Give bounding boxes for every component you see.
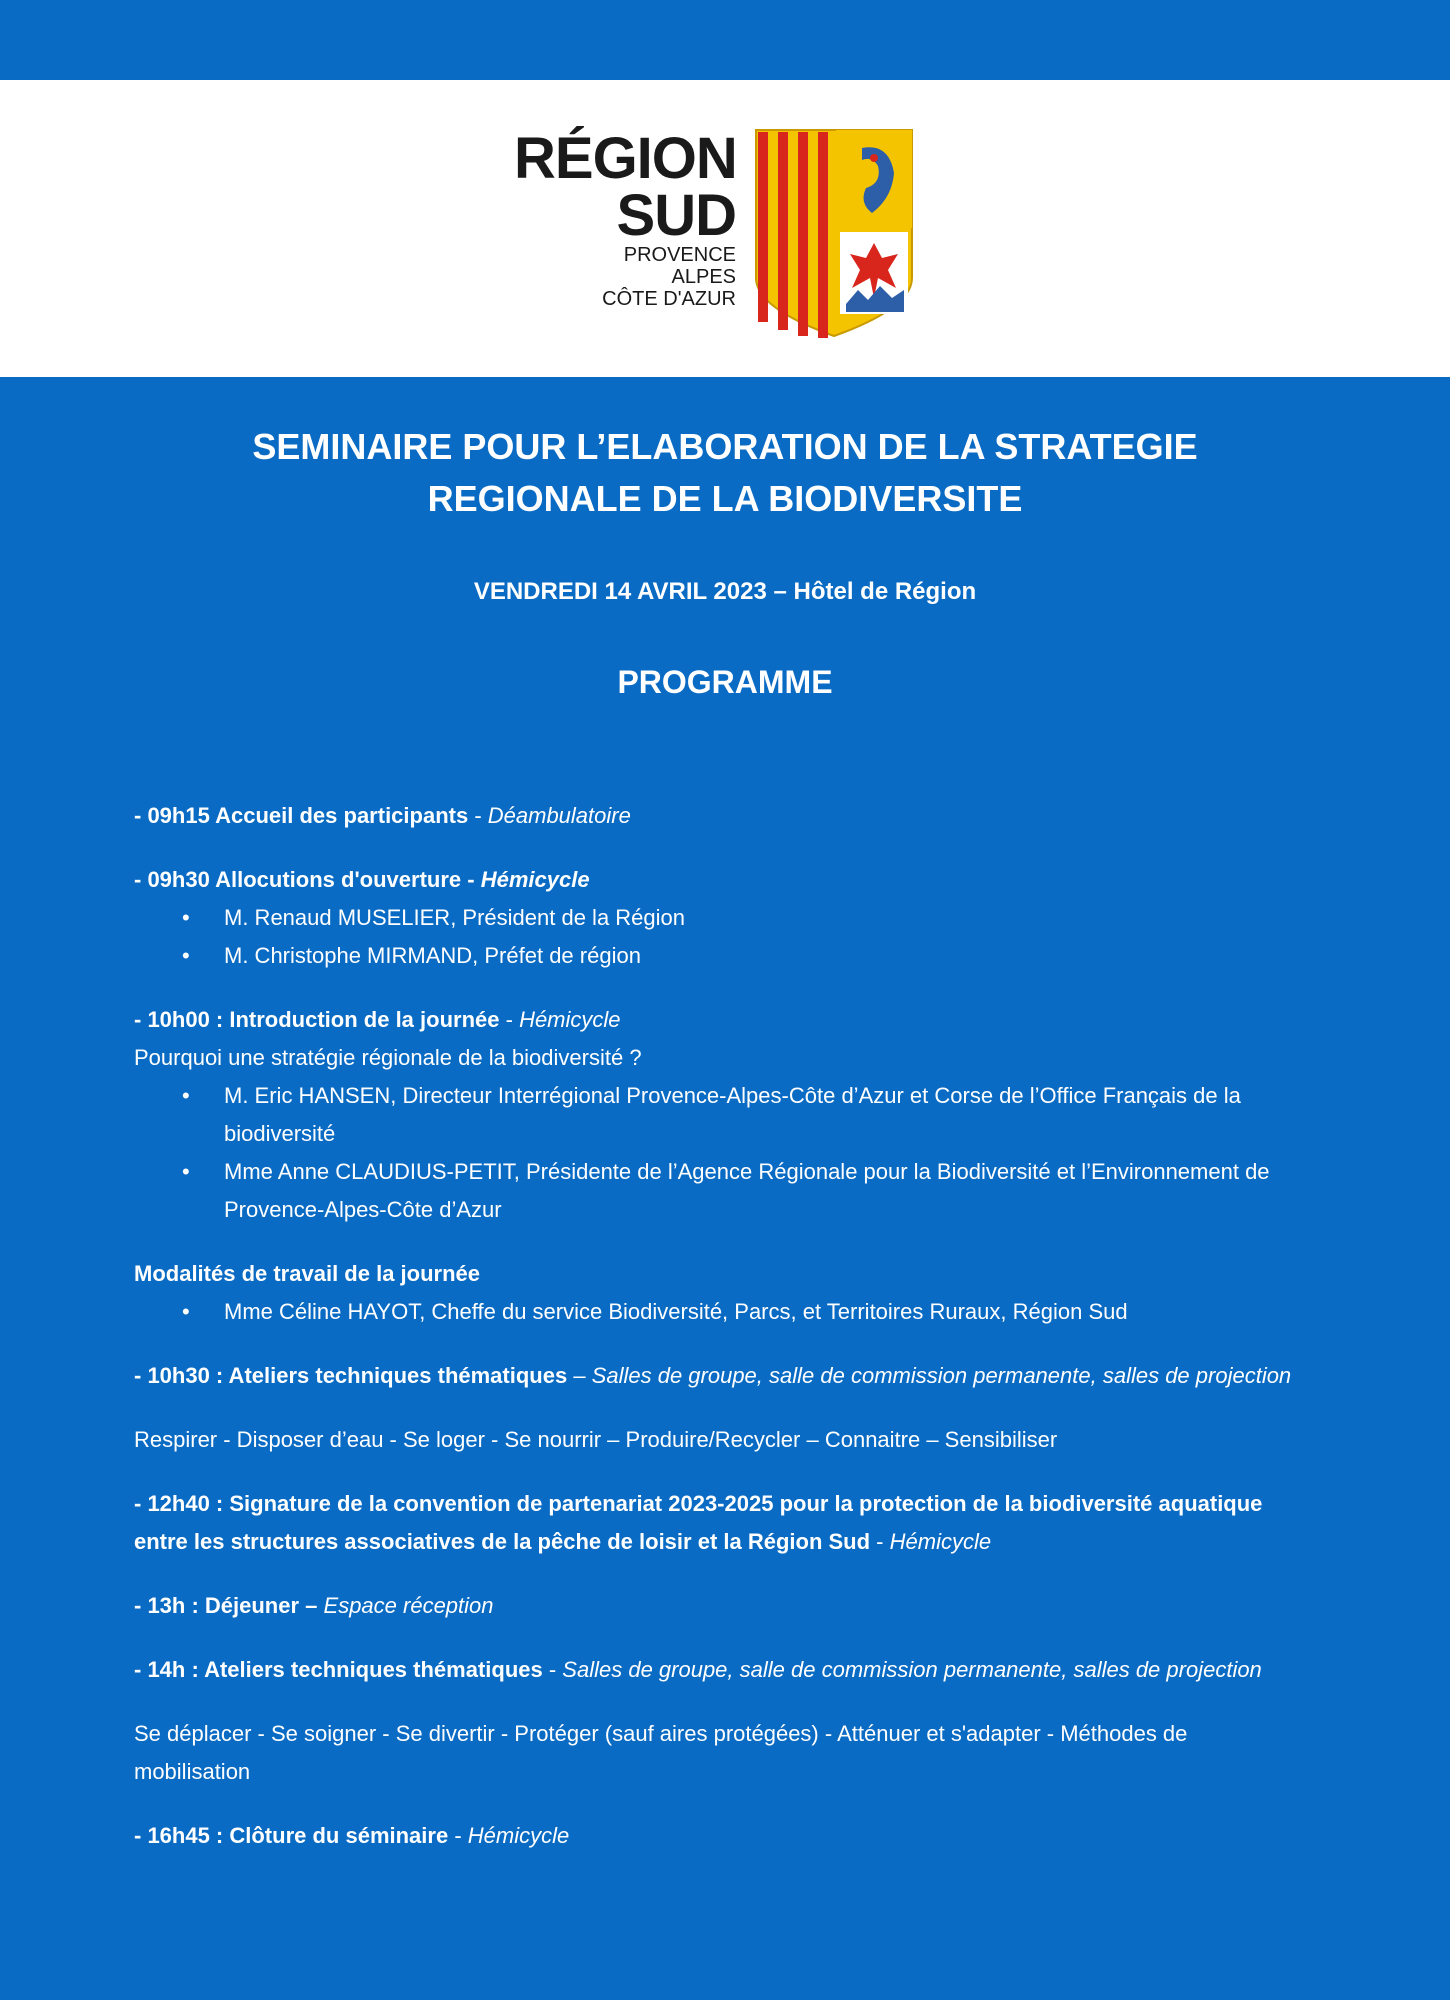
- workshop-themes: Se déplacer - Se soigner - Se divertir - Protéger (sauf aires protégées) - Atténuer et s'adapter - Méthodes de mobilisation: [134, 1721, 1188, 1784]
- speaker-item: • Mme Céline HAYOT, Cheffe du service Biodiversité, Parcs, et Territoires Ruraux, Région Sud: [224, 1293, 1304, 1331]
- agenda-separator: –: [567, 1363, 592, 1388]
- agenda-item-place: Espace réception: [323, 1593, 494, 1618]
- logo-alpes: ALPES: [671, 266, 736, 288]
- speaker-item: • M. Christophe MIRMAND, Préfet de région: [224, 937, 1304, 975]
- agenda-item-title: - 09h30 Allocutions d'ouverture: [134, 867, 462, 892]
- agenda-themes-afternoon: [134, 1715, 1304, 1791]
- agenda-item-title: - 12h40 : Signature de la convention de partenariat 2023-2025 pour la protection de la biodiversité aquatique entre les structures associatives de la pêche de loisir et la Région Sud: [134, 1491, 1263, 1554]
- agenda-item-title: - 10h30 : Ateliers techniques thématiques: [134, 1363, 568, 1388]
- agenda-item-title: - 10h00 : Introduction de la journée: [134, 1007, 500, 1032]
- agenda-item-1400: [134, 1651, 1304, 1689]
- agenda-item-title: Modalités de travail de la journée: [134, 1261, 480, 1286]
- agenda-item-title: - 14h : Ateliers techniques thématiques: [134, 1657, 543, 1682]
- agenda-item-0915: [134, 797, 1304, 835]
- title-line-2: REGIONALE DE LA BIODIVERSITE: [427, 478, 1023, 519]
- agenda-item-place: Salles de groupe, salle de commission permanente, salles de projection: [562, 1657, 1262, 1682]
- agenda-separator: -: [461, 867, 481, 892]
- logo-sud-word: SUD: [616, 183, 736, 248]
- agenda-question: Pourquoi une stratégie régionale de la biodiversité ?: [134, 1045, 642, 1070]
- logo-banner: [0, 80, 1450, 377]
- region-coat-of-arms-icon: [754, 128, 914, 338]
- speaker-list: [134, 899, 1304, 975]
- event-date-place: VENDREDI 14 AVRIL 2023 – Hôtel de Région: [473, 578, 977, 605]
- speaker-item: • M. Eric HANSEN, Directeur Interrégional Provence-Alpes-Côte d’Azur et Corse de l’Office Français de la biodiversité: [224, 1077, 1304, 1153]
- agenda-item-title: - 09h15 Accueil des participants: [134, 803, 469, 828]
- agenda-item-1000: [134, 1001, 1304, 1229]
- top-blue-band: [0, 0, 1450, 80]
- agenda-item-place: Hémicycle: [889, 1529, 992, 1554]
- agenda-item-0930: [134, 861, 1304, 975]
- speaker-item: • M. Renaud MUSELIER, Président de la Région: [224, 899, 1304, 937]
- agenda-item-place: Hémicycle: [467, 1823, 570, 1848]
- agenda-item-1240: [134, 1485, 1304, 1561]
- agenda-item-title: - 13h : Déjeuner –: [134, 1593, 318, 1618]
- agenda-separator: -: [468, 803, 488, 828]
- agenda-item-title: - 16h45 : Clôture du séminaire: [134, 1823, 449, 1848]
- region-sud-logo-text: [514, 126, 737, 310]
- page-title: [100, 421, 1350, 525]
- agenda-separator: -: [499, 1007, 520, 1032]
- speaker-list: [134, 1077, 1304, 1229]
- workshop-themes: Respirer - Disposer d’eau - Se loger - Se nourrir – Produire/Recycler – Connaitre – Sensibiliser: [134, 1427, 1058, 1452]
- title-line-1: SEMINAIRE POUR L’ELABORATION DE LA STRATEGIE: [252, 426, 1198, 467]
- agenda-themes-morning: [134, 1421, 1304, 1459]
- agenda-item-place: Salles de groupe, salle de commission permanente, salles de projection: [591, 1363, 1292, 1388]
- speaker-list: [134, 1293, 1304, 1331]
- logo-provence: PROVENCE: [623, 244, 736, 266]
- agenda-separator: -: [448, 1823, 468, 1848]
- agenda-item-place: Déambulatoire: [487, 803, 631, 828]
- agenda-item-1300: [134, 1587, 1304, 1625]
- agenda-separator: -: [542, 1657, 563, 1682]
- agenda-item-place: Hémicycle: [519, 1007, 621, 1032]
- agenda-item-1030: [134, 1357, 1304, 1395]
- programme-heading: PROGRAMME: [617, 664, 833, 700]
- agenda-separator: -: [870, 1529, 890, 1554]
- speaker-item: • Mme Anne CLAUDIUS-PETIT, Présidente de l’Agence Régionale pour la Biodiversité et l’Environnement de Provence-Alpes-Côte d’Azur: [224, 1153, 1304, 1229]
- logo-region-word: RÉGION: [514, 126, 737, 191]
- agenda-item-modalites: [134, 1255, 1304, 1331]
- agenda: [134, 797, 1304, 1881]
- logo-cote-dazur: CÔTE D'AZUR: [602, 288, 736, 310]
- agenda-item-place: Hémicycle: [480, 867, 590, 892]
- agenda-item-1645: [134, 1817, 1304, 1855]
